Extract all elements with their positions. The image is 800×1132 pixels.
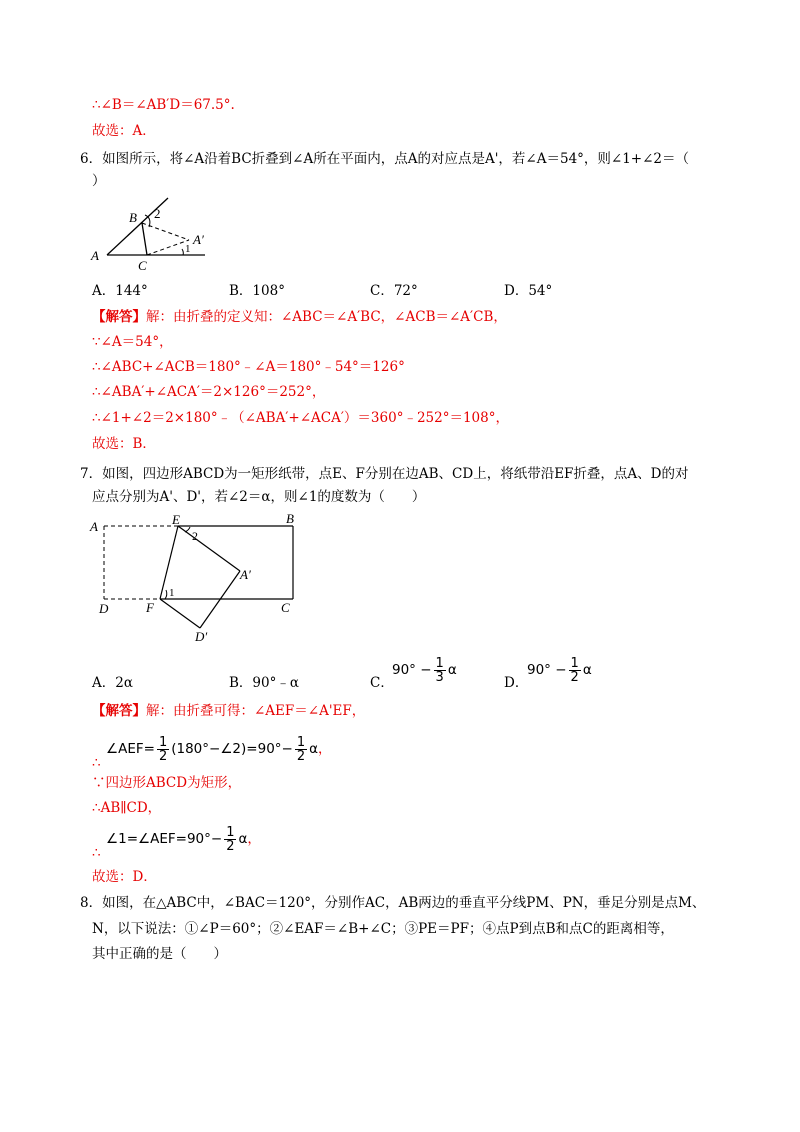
q7-label-1: 1 — [169, 587, 175, 599]
q7-option-d-num: 1 — [570, 656, 579, 671]
q7-label-E: E — [172, 512, 180, 527]
q7-figure — [88, 510, 313, 645]
q6-option-b: B．108° — [229, 283, 285, 299]
q6-figure — [85, 190, 215, 272]
q6-label-A: A — [91, 248, 99, 263]
q7-option-c-expr: 90° − $\frac{1}{3}$ α — [392, 656, 457, 685]
q6-solution-tag: 【解答】 — [92, 309, 146, 325]
q7-option-d-alpha: α — [582, 662, 592, 678]
q6-label-C: C — [138, 258, 147, 272]
q7-eq1-pre: ∠AEF= — [106, 741, 155, 757]
q8-stem-line1: 8．如图，在△ABC中，∠BAC＝120°，分别作AC，AB两边的垂直平分线PM、PN，垂足分别是点M、 — [80, 895, 706, 911]
q7-label-A: A — [90, 519, 98, 534]
q7-label-C: C — [281, 600, 290, 615]
q7-answer: 故选：D． — [92, 869, 157, 885]
q7-solution-line1 — [92, 702, 365, 720]
q7-eq2-pre: ∠1=∠AEF=90° — [106, 831, 211, 847]
q7-option-c-fraction — [434, 657, 446, 684]
q7-label-Dp: D′ — [195, 629, 208, 644]
q7-solution-tag: 【解答】 — [92, 703, 146, 719]
q7-solution-line2: ∵四边形ABCD为矩形， — [92, 775, 242, 791]
q8-stem-line3: 其中正确的是（ ） — [92, 946, 227, 962]
q7-eq2-therefore: ∴ — [92, 845, 101, 861]
prev-answer: 故选：A． — [92, 123, 156, 139]
q7-eq1-den2: 2 — [296, 749, 306, 764]
document-page: ∴∠B＝∠AB′D＝67.5°. 故选：A． 6．如图所示，将∠A沿着BC折叠到∠A所在平面内，点A的对应点是A'，若∠A＝54°，则∠1+∠2＝（ ） A B C A′ 2 1 A．144° B．108° C．72° D．54° 【解答】解：由折叠的定义知：∠ABC＝∠A′BC，∠ACB＝∠A′CB， ∵∠A＝54°， ∴∠ABC+∠ACB＝180°﹣∠A＝180°﹣54°＝126° ∴∠ABA′+∠ACA′＝2×126°＝252°， ∴∠1+∠2＝2×180°﹣（∠ABA′+∠ACA′）＝360°﹣252°＝108°， 故选：B． 7．如图，四边形ABCD为一矩形纸带，点E、F分别在边AB、CD上，将纸带沿EF折叠，点A、D的对 应点分别为A'、D'，若∠2＝α，则∠1的度数为（ ） A E B D F C A′ D′ 2 1 A．2α B．90°﹣α C． 90° − $\frac{1}{3}$ α D． 90° − $\frac{1}{2}$ α 【解答】解：由折叠可得：∠AEF＝∠A'EF， ∴ ∠AEF= $\frac{1}{2}$ (180°−∠2)=90°− $\frac{1}{2}$ α， ∵四边形ABCD为矩形， ∴AB∥CD， ∴ ∠1=∠AEF=90°− $\frac{1}{2}$ α， 故选：D． 8．如图，在△ABC中，∠BAC＝120°，分别作AC，AB两边的垂直平分线PM、PN，垂足分别是点M、 N，以下说法：①∠P＝60°；②∠EAF＝∠B+∠C；③PE＝PF；④点P到点B和点C的距离相等， 其中正确的是（ ） — [80, 97, 706, 962]
q7-option-c-den: 3 — [435, 670, 444, 685]
q6-label-2: 2 — [154, 206, 161, 221]
q6-solution-line5: ∴∠1+∠2＝2×180°﹣（∠ABA′+∠ACA′）＝360°﹣252°＝108°， — [92, 410, 509, 426]
q7-eq1-den: 2 — [158, 749, 168, 764]
q7-eq1-fraction — [157, 736, 169, 763]
q7-option-c-alpha: α — [447, 662, 457, 678]
q7-option-d-label: D． — [504, 675, 529, 691]
q7-eq1-alpha: α — [309, 741, 319, 757]
q7-stem-line1: 7．如图，四边形ABCD为一矩形纸带，点E、F分别在边AB、CD上，将纸带沿EF折叠，点A、D的对 — [80, 466, 689, 482]
q8-stem-line2: N，以下说法：①∠P＝60°；②∠EAF＝∠B+∠C；③PE＝PF；④点P到点B和点C的距离相等， — [92, 921, 674, 937]
q7-eq2-den: 2 — [226, 839, 235, 854]
q7-label-Ap: A′ — [240, 567, 251, 582]
q6-label-Ap: A′ — [193, 232, 204, 247]
q6-stem-line1: 6．如图所示，将∠A沿着BC折叠到∠A所在平面内，点A的对应点是A'，若∠A＝54°，则∠1+∠2＝（ — [80, 151, 690, 167]
q7-stem-line2: 应点分别为A'、D'，若∠2＝α，则∠1的度数为（ ） — [92, 489, 426, 505]
q7-eq1-end: ， — [318, 741, 332, 757]
q7-eq2-alpha: α — [238, 831, 248, 847]
q7-eq1-therefore: ∴ — [92, 755, 101, 771]
q7-eq1-fraction2 — [295, 736, 307, 763]
q6-solution-line3: ∴∠ABC+∠ACB＝180°﹣∠A＝180°﹣54°＝126° — [92, 359, 405, 375]
q7-option-d-expr: 90° − $\frac{1}{2}$ α — [527, 656, 592, 685]
q6-label-B: B — [129, 210, 137, 225]
q6-solution-line2: ∵∠A＝54°， — [92, 334, 173, 350]
q7-label-B: B — [286, 511, 294, 526]
q7-option-a: A．2α — [92, 675, 133, 691]
q6-stem-line2: ） — [92, 173, 106, 189]
q6-option-a: A．144° — [92, 283, 148, 299]
prev-conclusion: ∴∠B＝∠AB′D＝67.5°. — [92, 97, 235, 113]
q7-solution-text1: 解：由折叠可得：∠AEF＝∠A'EF， — [146, 703, 366, 719]
q7-option-d-pre: 90° — [527, 662, 551, 678]
q7-option-c-pre: 90° — [392, 662, 416, 678]
q7-option-c-num: 1 — [435, 656, 444, 671]
q6-solution-line1 — [92, 308, 507, 326]
q7-eq2-num: 1 — [226, 825, 235, 840]
q7-eq2-end: ， — [247, 831, 261, 847]
q6-option-d: D．54° — [504, 283, 553, 299]
q7-option-b: B．90°﹣α — [229, 675, 299, 691]
q7-eq1-num2: 1 — [296, 735, 306, 750]
q7-option-d-fraction — [569, 657, 581, 684]
q7-label-F: F — [146, 600, 154, 615]
q6-solution-line4: ∴∠ABA′+∠ACA′＝2×126°＝252°， — [92, 384, 326, 400]
q6-option-c: C．72° — [370, 283, 418, 299]
q7-option-d-den: 2 — [570, 670, 579, 685]
q7-eq2-fraction — [224, 826, 236, 853]
q6-solution-text1: 解：由折叠的定义知：∠ABC＝∠A′BC，∠ACB＝∠A′CB， — [146, 309, 507, 325]
q7-eq1-mid: (180°−∠2)=90° — [171, 741, 282, 757]
q7-eq1-num: 1 — [158, 735, 168, 750]
q6-answer: 故选：B． — [92, 436, 156, 452]
q7-solution-line3: ∴AB∥CD， — [92, 800, 162, 816]
q7-label-2: 2 — [192, 529, 198, 543]
q7-option-c-label: C． — [370, 675, 394, 691]
q6-label-1: 1 — [185, 243, 191, 255]
q7-label-D: D — [99, 601, 109, 616]
